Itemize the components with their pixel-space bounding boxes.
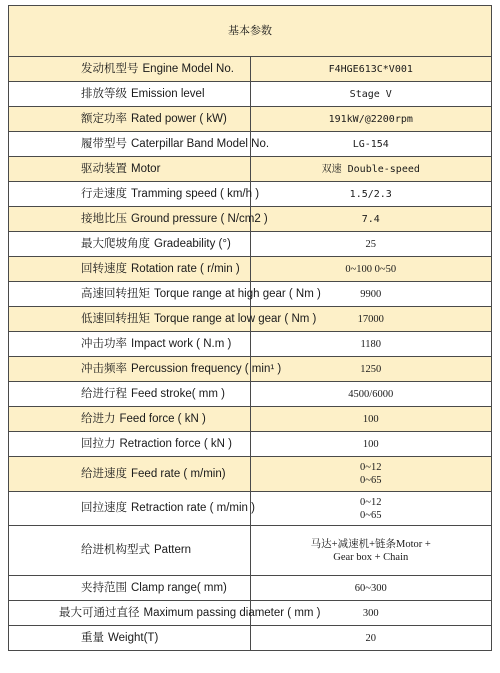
spec-value-line: 7.4	[361, 213, 380, 225]
spec-value-line: Gear box + Chain	[333, 551, 409, 563]
spec-label-cell	[9, 257, 251, 282]
spec-value-cell	[250, 232, 492, 257]
spec-label-cell	[9, 492, 255, 526]
spec-label-cell	[9, 282, 321, 307]
spec-label-en: Motor	[131, 162, 161, 175]
table-row	[9, 132, 492, 157]
spec-label-en: Feed rate ( m/min)	[131, 467, 226, 480]
table-row	[9, 82, 492, 107]
spec-value-cell	[250, 332, 492, 357]
spec-label-cell	[9, 576, 251, 601]
spec-label-zh: 驱动装置	[81, 162, 127, 175]
table-row	[9, 601, 492, 626]
spec-table-body	[9, 6, 492, 651]
spec-value-line: 100	[362, 413, 379, 425]
spec-label-en: Clamp range( mm)	[131, 581, 227, 594]
table-row	[9, 332, 492, 357]
spec-value-line: 4500/6000	[348, 388, 394, 400]
spec-label-zh: 回转速度	[81, 262, 127, 275]
spec-value-cell	[250, 526, 492, 576]
spec-label-zh: 给进力	[81, 412, 116, 425]
spec-label-en: Torque range at high gear ( Nm )	[154, 287, 321, 300]
table-row	[9, 157, 492, 182]
spec-value-cell	[250, 457, 492, 492]
table-row	[9, 492, 492, 526]
spec-value-line: 17000	[357, 313, 384, 325]
spec-value-cell	[250, 82, 492, 107]
spec-label-cell	[9, 432, 251, 457]
spec-label-en: Feed force ( kN )	[119, 412, 206, 425]
spec-label-zh: 接地比压	[81, 212, 127, 225]
spec-value-line: LG-154	[352, 138, 389, 150]
spec-label-cell	[9, 357, 282, 382]
spec-label-cell	[9, 457, 251, 492]
table-row	[9, 457, 492, 492]
spec-label-cell	[9, 182, 260, 207]
spec-value-cell	[250, 182, 492, 207]
spec-value-line: F4HGE613C*V001	[328, 63, 413, 75]
spec-label-en: Feed stroke( mm )	[131, 387, 225, 400]
spec-value-cell	[250, 157, 492, 182]
spec-label-zh: 重量	[81, 631, 104, 644]
spec-value-line: 0~12	[360, 496, 382, 508]
table-row	[9, 257, 492, 282]
spec-label-zh: 冲击频率	[81, 362, 127, 375]
table-row	[9, 182, 492, 207]
spec-value-line: 20	[365, 632, 376, 644]
spec-value-cell	[250, 432, 492, 457]
spec-label-zh: 冲击功率	[81, 337, 127, 350]
spec-label-zh: 最大爬坡角度	[81, 237, 150, 250]
spec-value-cell	[250, 382, 492, 407]
spec-label-cell	[9, 626, 251, 651]
table-row	[9, 576, 492, 601]
spec-label-en: Gradeability (°)	[154, 237, 231, 250]
spec-label-zh: 排放等级	[81, 87, 127, 100]
spec-value-cell	[250, 207, 492, 232]
spec-label-zh: 回拉力	[81, 437, 116, 450]
spec-label-en: Rotation rate ( r/min )	[131, 262, 240, 275]
spec-label-en: Pattern	[154, 544, 192, 556]
spec-label-zh: 给进速度	[81, 467, 127, 480]
table-row	[9, 107, 492, 132]
table-title: 基本参数	[9, 6, 492, 57]
spec-value-line: 0~65	[360, 475, 382, 486]
spec-value-line: 马达+减速机+链条Motor +	[310, 538, 431, 550]
spec-label-en: Emission level	[131, 87, 205, 100]
table-row	[9, 432, 492, 457]
table-row	[9, 232, 492, 257]
spec-value-line: 191kW/@2200rpm	[328, 113, 413, 125]
spec-value-line: 60~300	[354, 582, 387, 594]
spec-value-cell	[250, 492, 492, 526]
table-row	[9, 282, 492, 307]
spec-label-zh: 高速回转扭矩	[81, 287, 150, 300]
spec-label-en: Retraction force ( kN )	[119, 437, 232, 450]
spec-label-en: Caterpillar Band Model No.	[131, 137, 270, 150]
spec-label-cell	[9, 601, 321, 626]
spec-value-cell	[250, 407, 492, 432]
spec-value-cell	[250, 357, 492, 382]
spec-label-cell	[9, 526, 251, 576]
spec-value-line: 25	[365, 238, 376, 250]
spec-label-zh: 给进行程	[81, 387, 127, 400]
spec-label-zh: 给进机构型式	[81, 544, 150, 556]
spec-value-line: 1.5/2.3	[349, 188, 392, 200]
spec-table	[8, 5, 492, 651]
spec-value-line: 1180	[360, 338, 382, 350]
spec-label-en: Engine Model No.	[142, 62, 234, 75]
table-row	[9, 357, 492, 382]
table-row	[9, 307, 492, 332]
spec-label-cell	[9, 382, 251, 407]
spec-value-cell	[250, 626, 492, 651]
spec-value-line: 0~12	[360, 462, 382, 473]
spec-label-cell	[9, 232, 251, 257]
spec-label-cell	[9, 132, 270, 157]
spec-label-cell	[9, 207, 268, 232]
header-row	[9, 6, 492, 57]
spec-label-en: Maximum passing diameter ( mm )	[143, 606, 321, 619]
spec-value-cell	[250, 257, 492, 282]
spec-label-en: Ground pressure ( N/cm2 )	[131, 212, 268, 225]
spec-value-line: Stage V	[349, 88, 392, 100]
spec-label-zh: 额定功率	[81, 112, 127, 125]
spec-label-en: Impact work ( N.m )	[131, 337, 232, 350]
table-row	[9, 626, 492, 651]
spec-value-line: 0~65	[360, 509, 382, 521]
spec-value-line: 100	[362, 438, 379, 450]
spec-value-line: 0~100 0~50	[345, 263, 397, 275]
spec-label-cell	[9, 307, 317, 332]
spec-label-zh: 低速回转扭矩	[81, 312, 150, 325]
spec-label-en: Percussion frequency ( min¹ )	[131, 362, 282, 375]
spec-label-cell	[9, 157, 251, 182]
spec-label-zh: 回拉速度	[81, 502, 127, 514]
spec-label-cell	[9, 82, 251, 107]
spec-label-en: Rated power ( kW)	[131, 112, 227, 125]
spec-value-cell	[250, 107, 492, 132]
spec-label-zh: 发动机型号	[81, 62, 139, 75]
table-row	[9, 207, 492, 232]
table-row	[9, 382, 492, 407]
spec-value-line: 双速 Double-speed	[321, 163, 420, 175]
spec-label-cell	[9, 407, 251, 432]
spec-label-zh: 履带型号	[81, 137, 127, 150]
spec-label-zh: 行走速度	[81, 187, 127, 200]
spec-value-line: 300	[362, 607, 379, 619]
spec-value-cell	[250, 57, 492, 82]
table-row	[9, 407, 492, 432]
spec-value-cell	[250, 576, 492, 601]
spec-label-cell	[9, 332, 251, 357]
spec-label-zh: 最大可通过直径	[59, 606, 140, 619]
spec-label-en: Retraction rate ( m/min )	[131, 502, 255, 514]
spec-value-line: 1250	[360, 363, 382, 375]
spec-label-en: Weight(T)	[108, 631, 159, 644]
spec-label-en: Torque range at low gear ( Nm )	[154, 312, 317, 325]
spec-label-en: Tramming speed ( km/h )	[131, 187, 260, 200]
spec-label-zh: 夹持范围	[81, 581, 127, 594]
spec-value-line: 9900	[360, 288, 382, 300]
spec-value-cell	[250, 132, 492, 157]
spec-label-cell	[9, 107, 251, 132]
spec-label-cell	[9, 57, 251, 82]
table-row	[9, 57, 492, 82]
table-row	[9, 526, 492, 576]
